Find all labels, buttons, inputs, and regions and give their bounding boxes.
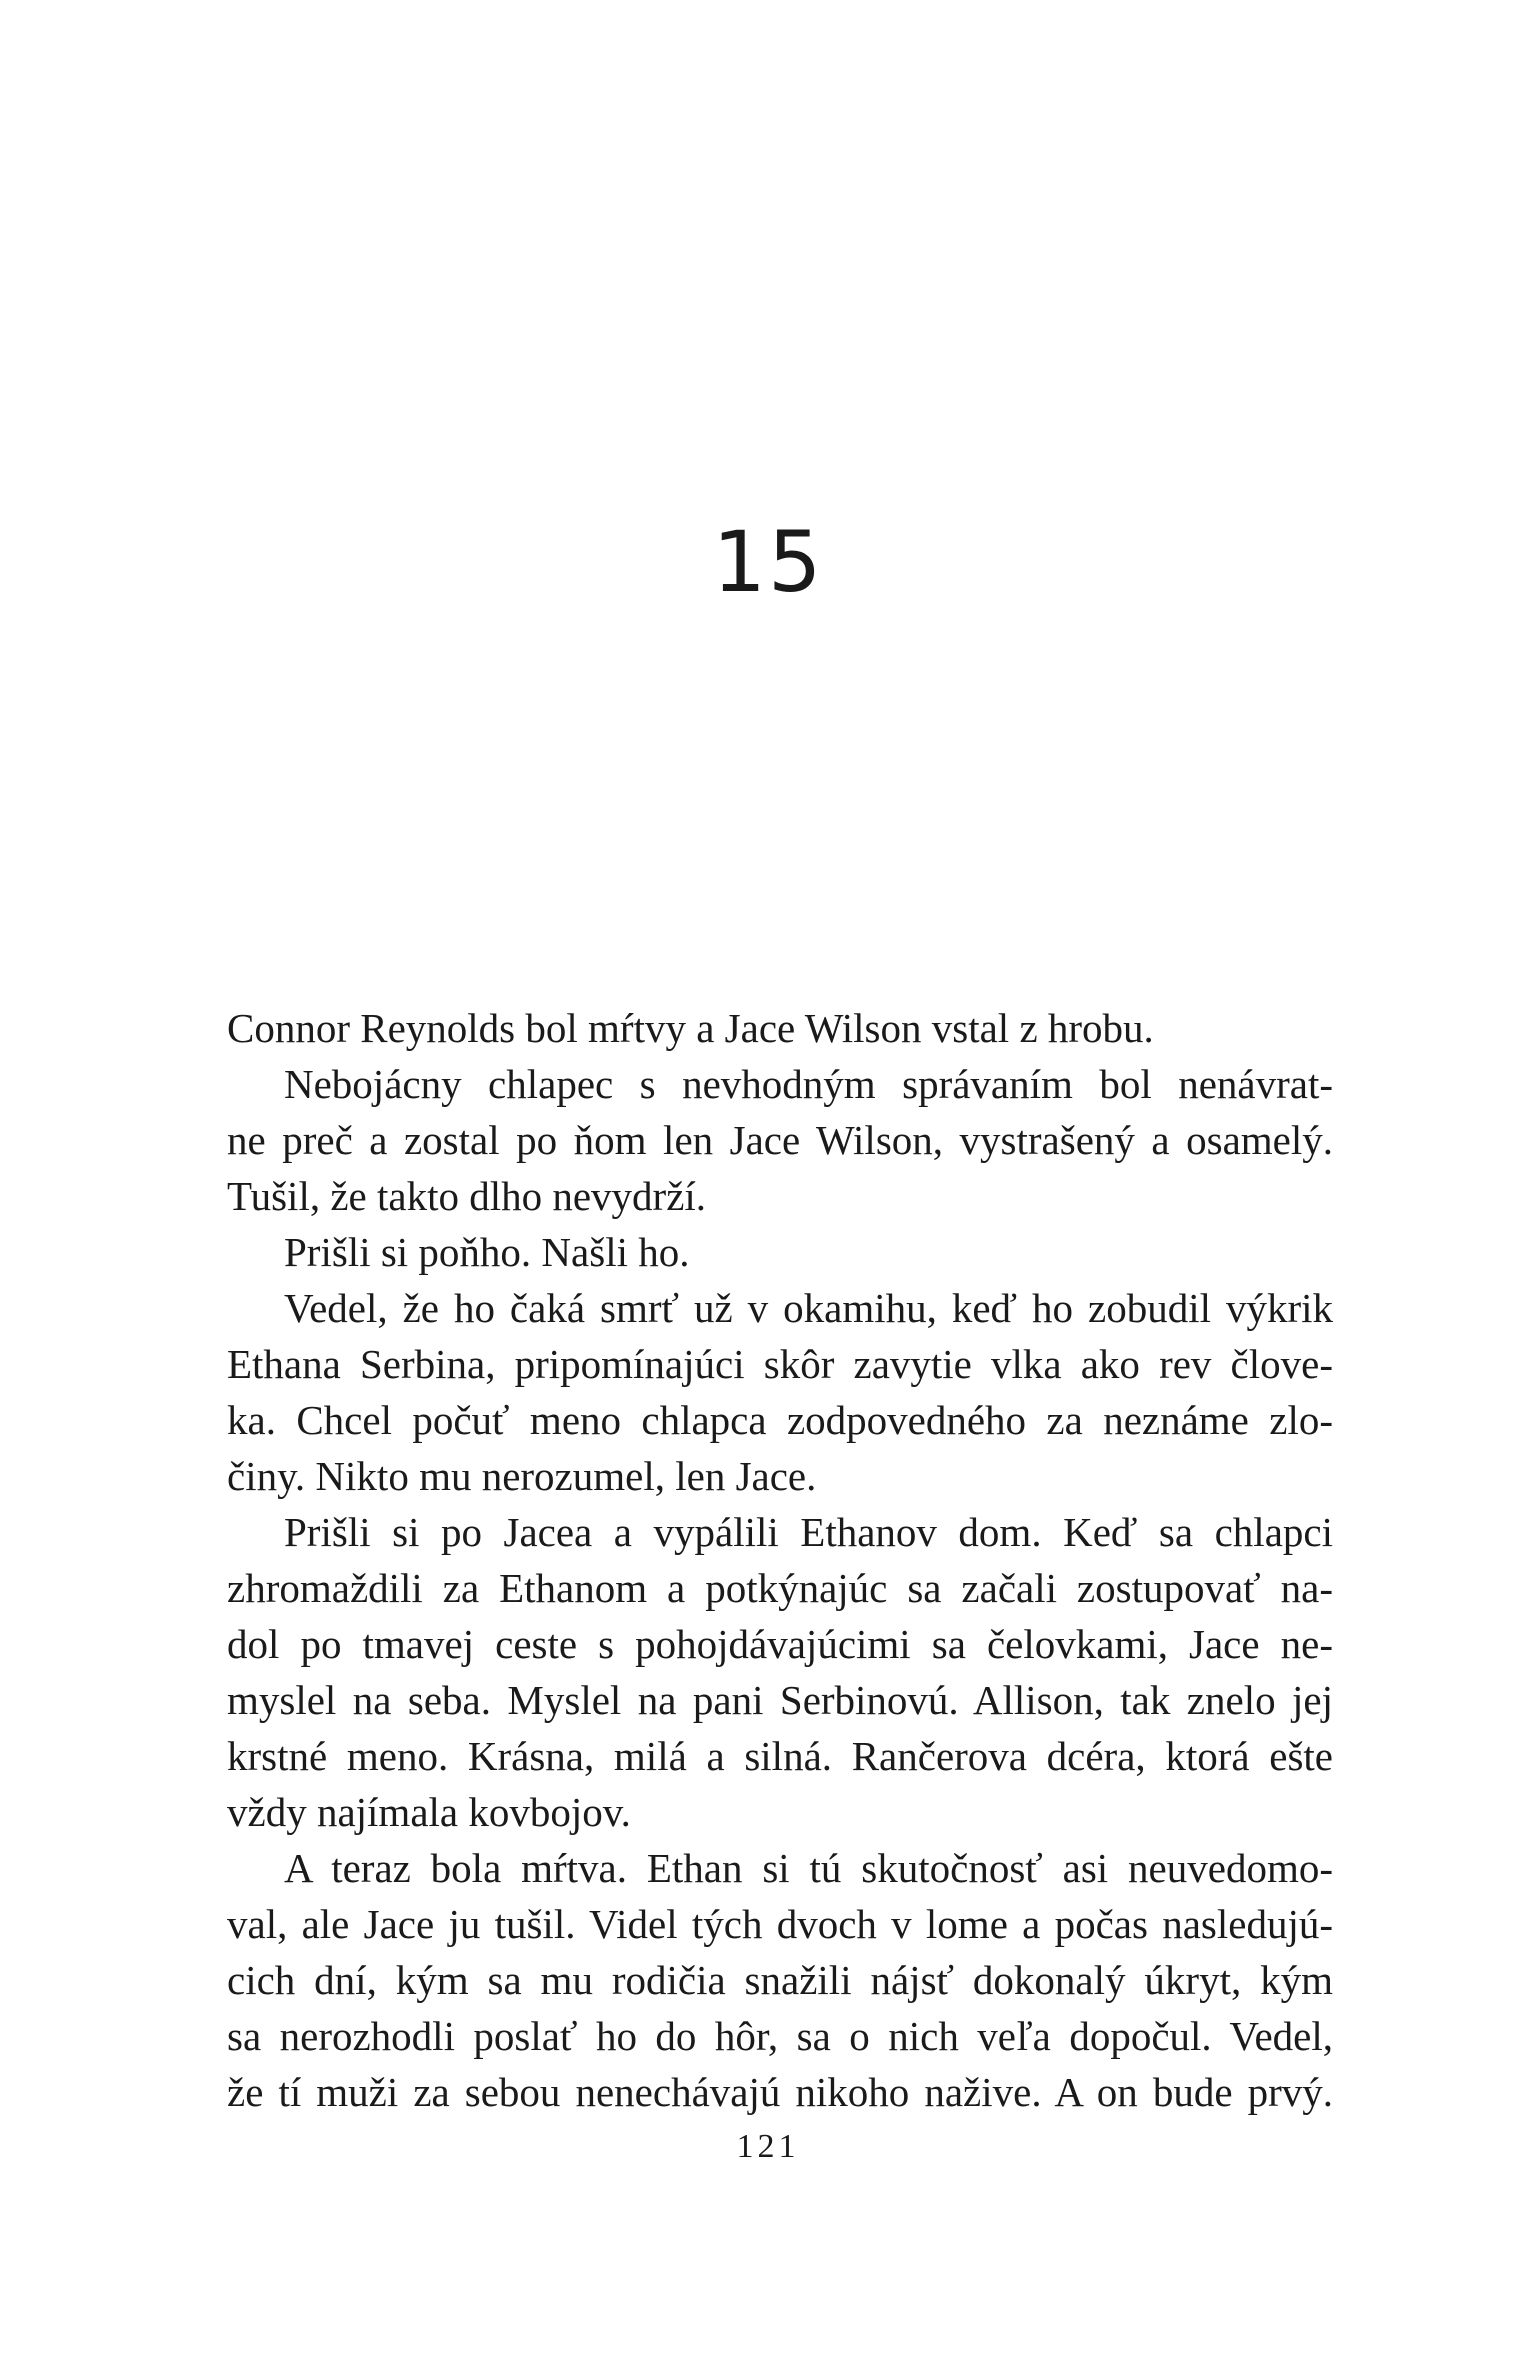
text-line: vždy najímala kovbojov.: [227, 1789, 631, 1835]
chapter-number: 15: [712, 513, 824, 611]
text-line: Nebojácny chlapec s nevhodným správaním bol nenávrat-: [284, 1061, 1333, 1107]
text-line: dol po tmavej ceste s pohojdávajúcimi sa čelovkami, Jace ne-: [227, 1621, 1333, 1667]
text-line: A teraz bola mŕtva. Ethan si tú skutočnosť asi neuvedomo-: [284, 1845, 1333, 1891]
chapter-text: [227, 1000, 1333, 2120]
text-line: myslel na seba. Myslel na pani Serbinovú. Allison, tak znelo jej: [227, 1677, 1333, 1723]
text-line: val, ale Jace ju tušil. Videl tých dvoch v lome a počas nasledujú-: [227, 1901, 1333, 1947]
text-line: Prišli si poňho. Našli ho.: [284, 1229, 690, 1275]
text-line: cich dní, kým sa mu rodičia snažili nájsť dokonalý úkryt, kým: [227, 1957, 1333, 2003]
text-line: ne preč a zostal po ňom len Jace Wilson, vystrašený a osamelý.: [227, 1117, 1333, 1163]
text-line: Ethana Serbina, pripomínajúci skôr zavytie vlka ako rev člove-: [227, 1341, 1333, 1387]
text-line: že tí muži za sebou nenechávajú nikoho nažive. A on bude prvý.: [227, 2069, 1333, 2115]
page-number: 121: [736, 2128, 800, 2165]
text-line: Tušil, že takto dlho nevydrží.: [227, 1173, 707, 1219]
text-line: činy. Nikto mu nerozumel, len Jace.: [227, 1453, 817, 1499]
text-line: Prišli si po Jacea a vypálili Ethanov dom. Keď sa chlapci: [284, 1509, 1333, 1555]
text-line: Connor Reynolds bol mŕtvy a Jace Wilson vstal z hrobu.: [227, 1005, 1154, 1051]
text-line: zhromaždili za Ethanom a potkýnajúc sa začali zostupovať na-: [227, 1565, 1333, 1611]
text-line: ka. Chcel počuť meno chlapca zodpovedného za neznáme zlo-: [227, 1397, 1333, 1443]
text-line: Vedel, že ho čaká smrť už v okamihu, keď ho zobudil výkrik: [284, 1285, 1333, 1331]
text-line: sa nerozhodli poslať ho do hôr, sa o nich veľa dopočul. Vedel,: [227, 2013, 1333, 2059]
text-line: krstné meno. Krásna, milá a silná. Rančerova dcéra, ktorá ešte: [227, 1733, 1333, 1779]
